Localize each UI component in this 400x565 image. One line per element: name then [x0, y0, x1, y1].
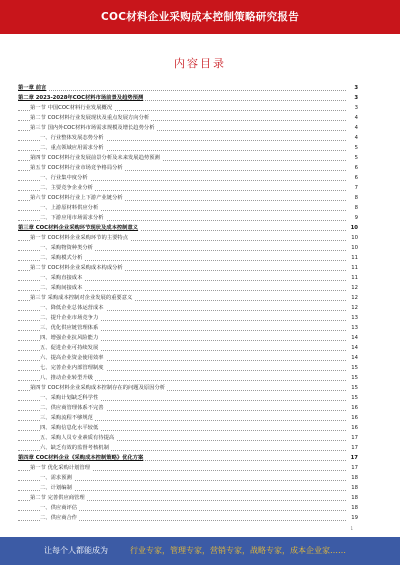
toc-entry[interactable]: [18, 183, 358, 193]
toc-entry-label: 二、重点领域应用需求分析: [40, 145, 104, 151]
toc-entry-label: 一、供应商评估: [40, 505, 78, 511]
toc-entry-label: 三、优化供应链管理体系: [40, 325, 99, 331]
toc-entry-page: 8: [347, 203, 358, 213]
report-header: [0, 0, 400, 34]
toc-leader-dots: [18, 83, 346, 91]
toc-entry-label: 第一章 前言: [18, 85, 47, 91]
toc-entry-page: 16: [347, 423, 358, 433]
toc-entry-page: 11: [347, 263, 358, 273]
toc-entry-label: 第六节 COC材料行业上下游产业链分析: [30, 195, 123, 201]
toc-entry-page: 18: [347, 473, 358, 483]
toc-entry-label: 三、采购流程不够规范: [40, 415, 93, 421]
toc-entry[interactable]: [18, 223, 358, 233]
toc-entry-label: 第二节 COC材料企业采购成本构成分析: [30, 265, 123, 271]
toc-entry[interactable]: [18, 273, 358, 283]
toc-entry-page: 12: [347, 283, 358, 293]
footer-banner: [0, 537, 400, 565]
toc-entry-page: 16: [347, 403, 358, 413]
toc-entry-page: 18: [347, 503, 358, 513]
toc-entry-label: 第一节 COC材料企业采购环节的主要特点: [30, 235, 129, 241]
toc-entry-page: 10: [347, 243, 358, 253]
toc-entry-page: 17: [347, 453, 358, 463]
toc-entry-label: 一、采购物资种类分析: [40, 245, 93, 251]
toc-entry-label: 一、采购计划缺乏科学性: [40, 395, 99, 401]
footer-slogan: 让每个人都能成为: [44, 546, 108, 555]
toc-entry-page: 14: [347, 333, 358, 343]
toc-entry-page: 10: [347, 223, 358, 233]
toc-entry[interactable]: [18, 493, 358, 503]
toc-entry-page: 13: [347, 323, 358, 333]
toc-entry-page: 10: [347, 233, 358, 243]
toc-entry-label: 第二节 完善供应商管理: [30, 495, 85, 501]
toc-entry-label: 一、采购直接成本: [40, 275, 83, 281]
toc-entry[interactable]: [18, 303, 358, 313]
toc-entry[interactable]: [18, 193, 358, 203]
toc-entry[interactable]: [18, 403, 358, 413]
toc-entry[interactable]: [18, 413, 358, 423]
toc-entry[interactable]: [18, 93, 358, 103]
toc-entry-page: 7: [347, 183, 358, 193]
toc-entry-page: 15: [347, 363, 358, 373]
toc-entry-label: 二、供应商合作: [40, 515, 78, 521]
toc-entry-page: 11: [347, 253, 358, 263]
toc-entry[interactable]: [18, 313, 358, 323]
toc-entry-page: 3: [347, 93, 358, 103]
toc-entry[interactable]: [18, 343, 358, 353]
toc-entry-label: 第四节 COC材料企业采购成本控制存在的问题及原因分析: [30, 385, 166, 391]
toc-entry-page: 15: [347, 393, 358, 403]
toc-entry[interactable]: [18, 443, 358, 453]
toc-entry-page: 9: [347, 213, 358, 223]
toc-entry[interactable]: [18, 173, 358, 183]
toc-entry-page: 4: [347, 113, 358, 123]
toc-entry-label: 第三节 采购成本控制对企业发展的重要意义: [30, 295, 133, 301]
toc-entry[interactable]: [18, 463, 358, 473]
toc-entry-label: 二、提升企业市场竞争力: [40, 315, 99, 321]
toc-entry-page: 15: [347, 373, 358, 383]
toc-entry-label: 一、行业整体发展态势分析: [40, 135, 104, 141]
toc-entry-label: 二、计划编制: [40, 485, 72, 491]
footer-tagline: 行业专家，管理专家，营销专家，战略专家，成本企业家……: [130, 546, 346, 555]
toc-entry-label: 五、促进企业可持续发展: [40, 345, 99, 351]
toc-entry[interactable]: [18, 143, 358, 153]
toc-entry-label: 二、主要竞争企业分析: [40, 185, 93, 191]
toc-entry-page: 14: [347, 343, 358, 353]
toc-entry[interactable]: [18, 293, 358, 303]
toc-entry-label: 第三节 国内外COC材料市场需求规模及增长趋势分析: [30, 125, 155, 131]
toc-entry-page: 12: [347, 293, 358, 303]
toc-entry[interactable]: [18, 263, 358, 273]
toc-entry[interactable]: [18, 253, 358, 263]
toc-entry[interactable]: [18, 333, 358, 343]
toc-entry[interactable]: [18, 133, 358, 143]
report-title: COC材料企业采购成本控制策略研究报告: [100, 11, 300, 23]
toc-entry-page: 8: [347, 193, 358, 203]
toc-entry-label: 第四章 COC材料企业《采购成本控制策略》优化方案: [18, 455, 144, 461]
toc-entry-page: 16: [347, 413, 358, 423]
page-number: 1: [350, 526, 353, 531]
toc-entry[interactable]: [18, 233, 358, 243]
toc-entry[interactable]: [18, 483, 358, 493]
toc-entry[interactable]: [18, 83, 358, 93]
toc-entry[interactable]: [18, 423, 358, 433]
toc-entry-page: 11: [347, 273, 358, 283]
toc-entry[interactable]: [18, 433, 358, 443]
toc-entry-page: 18: [347, 483, 358, 493]
toc-entry-label: 第一节 优化采购计划管理: [30, 465, 90, 471]
toc-entry-page: 19: [347, 513, 358, 523]
toc-entry-label: 二、采购间接成本: [40, 285, 83, 291]
toc-entry-label: 第三章 COC材料企业采购环节现状及成本控制意义: [18, 225, 139, 231]
toc-entry-label: 四、采购信息化水平较低: [40, 425, 99, 431]
toc-entry-page: 5: [347, 153, 358, 163]
toc-entry-label: 二、供应商管理体系不完善: [40, 405, 104, 411]
toc-entry-page: 13: [347, 313, 358, 323]
toc-entry-label: 第一节 中国COC材料行业发展概况: [30, 105, 113, 111]
toc-entry-page: 17: [347, 463, 358, 473]
toc-entry-label: 第四节 COC材料行业发展前景分析及未来发展趋势预测: [30, 155, 160, 161]
toc-entry-page: 5: [347, 143, 358, 153]
toc-entry-page: 3: [347, 103, 358, 113]
toc-entry-page: 6: [347, 173, 358, 183]
toc-entry[interactable]: [18, 163, 358, 173]
toc-entry[interactable]: [18, 353, 358, 363]
toc-entry-page: 3: [347, 83, 358, 93]
toc-entry-label: 二、下游应用市场需求分析: [40, 215, 104, 221]
toc-entry[interactable]: [18, 283, 358, 293]
toc-entry-label: 一、上游原材料供应分析: [40, 205, 99, 211]
toc-entry[interactable]: [18, 473, 358, 483]
toc-entry[interactable]: [18, 383, 358, 393]
toc-entry-page: 17: [347, 433, 358, 443]
toc-entry-page: 6: [347, 163, 358, 173]
toc-entry-label: 八、推动企业转型升级: [40, 375, 93, 381]
toc-entry-page: 4: [347, 133, 358, 143]
toc-entry[interactable]: [18, 373, 358, 383]
toc-heading: 内容目录: [174, 57, 226, 70]
toc-entry-label: 四、增强企业抗风险能力: [40, 335, 99, 341]
toc-entry[interactable]: [18, 513, 358, 523]
toc-entry-label: 第二章 2023-2028年COC材料市场前景及趋势预测: [18, 95, 144, 101]
toc-entry-label: 一、需求预测: [40, 475, 72, 481]
toc-entry-label: 一、降低企业总体运营成本: [40, 305, 104, 311]
toc-entry-label: 第二节 COC材料行业发展现状及重点发展方向分析: [30, 115, 150, 121]
toc-entry-page: 14: [347, 353, 358, 363]
toc-entry-page: 17: [347, 443, 358, 453]
toc-entry-label: 五、采购人员专业素质有待提高: [40, 435, 115, 441]
toc-entry-label: 一、行业集中度分析: [40, 175, 88, 181]
table-of-contents: [18, 83, 358, 523]
toc-entry[interactable]: [18, 103, 358, 113]
toc-entry[interactable]: [18, 123, 358, 133]
toc-entry-page: 15: [347, 383, 358, 393]
toc-entry-label: 六、提高企业资金使用效率: [40, 355, 104, 361]
toc-entry-label: 二、采购模式分析: [40, 255, 83, 261]
toc-entry[interactable]: [18, 243, 358, 253]
toc-entry[interactable]: [18, 503, 358, 513]
toc-entry-label: 六、缺乏有效的监督考核机制: [40, 445, 109, 451]
toc-entry-page: 4: [347, 123, 358, 133]
toc-entry-label: 第五节 COC材料行业市场竞争格局分析: [30, 165, 123, 171]
toc-entry[interactable]: [18, 203, 358, 213]
toc-entry[interactable]: [18, 213, 358, 223]
toc-entry-page: 12: [347, 303, 358, 313]
toc-entry[interactable]: [18, 453, 358, 463]
toc-entry-label: 七、完善企业内部管理制度: [40, 365, 104, 371]
toc-entry[interactable]: [18, 363, 358, 373]
toc-entry[interactable]: [18, 323, 358, 333]
toc-entry[interactable]: [18, 393, 358, 403]
toc-entry[interactable]: [18, 113, 358, 123]
toc-entry[interactable]: [18, 153, 358, 163]
toc-entry-page: 18: [347, 493, 358, 503]
